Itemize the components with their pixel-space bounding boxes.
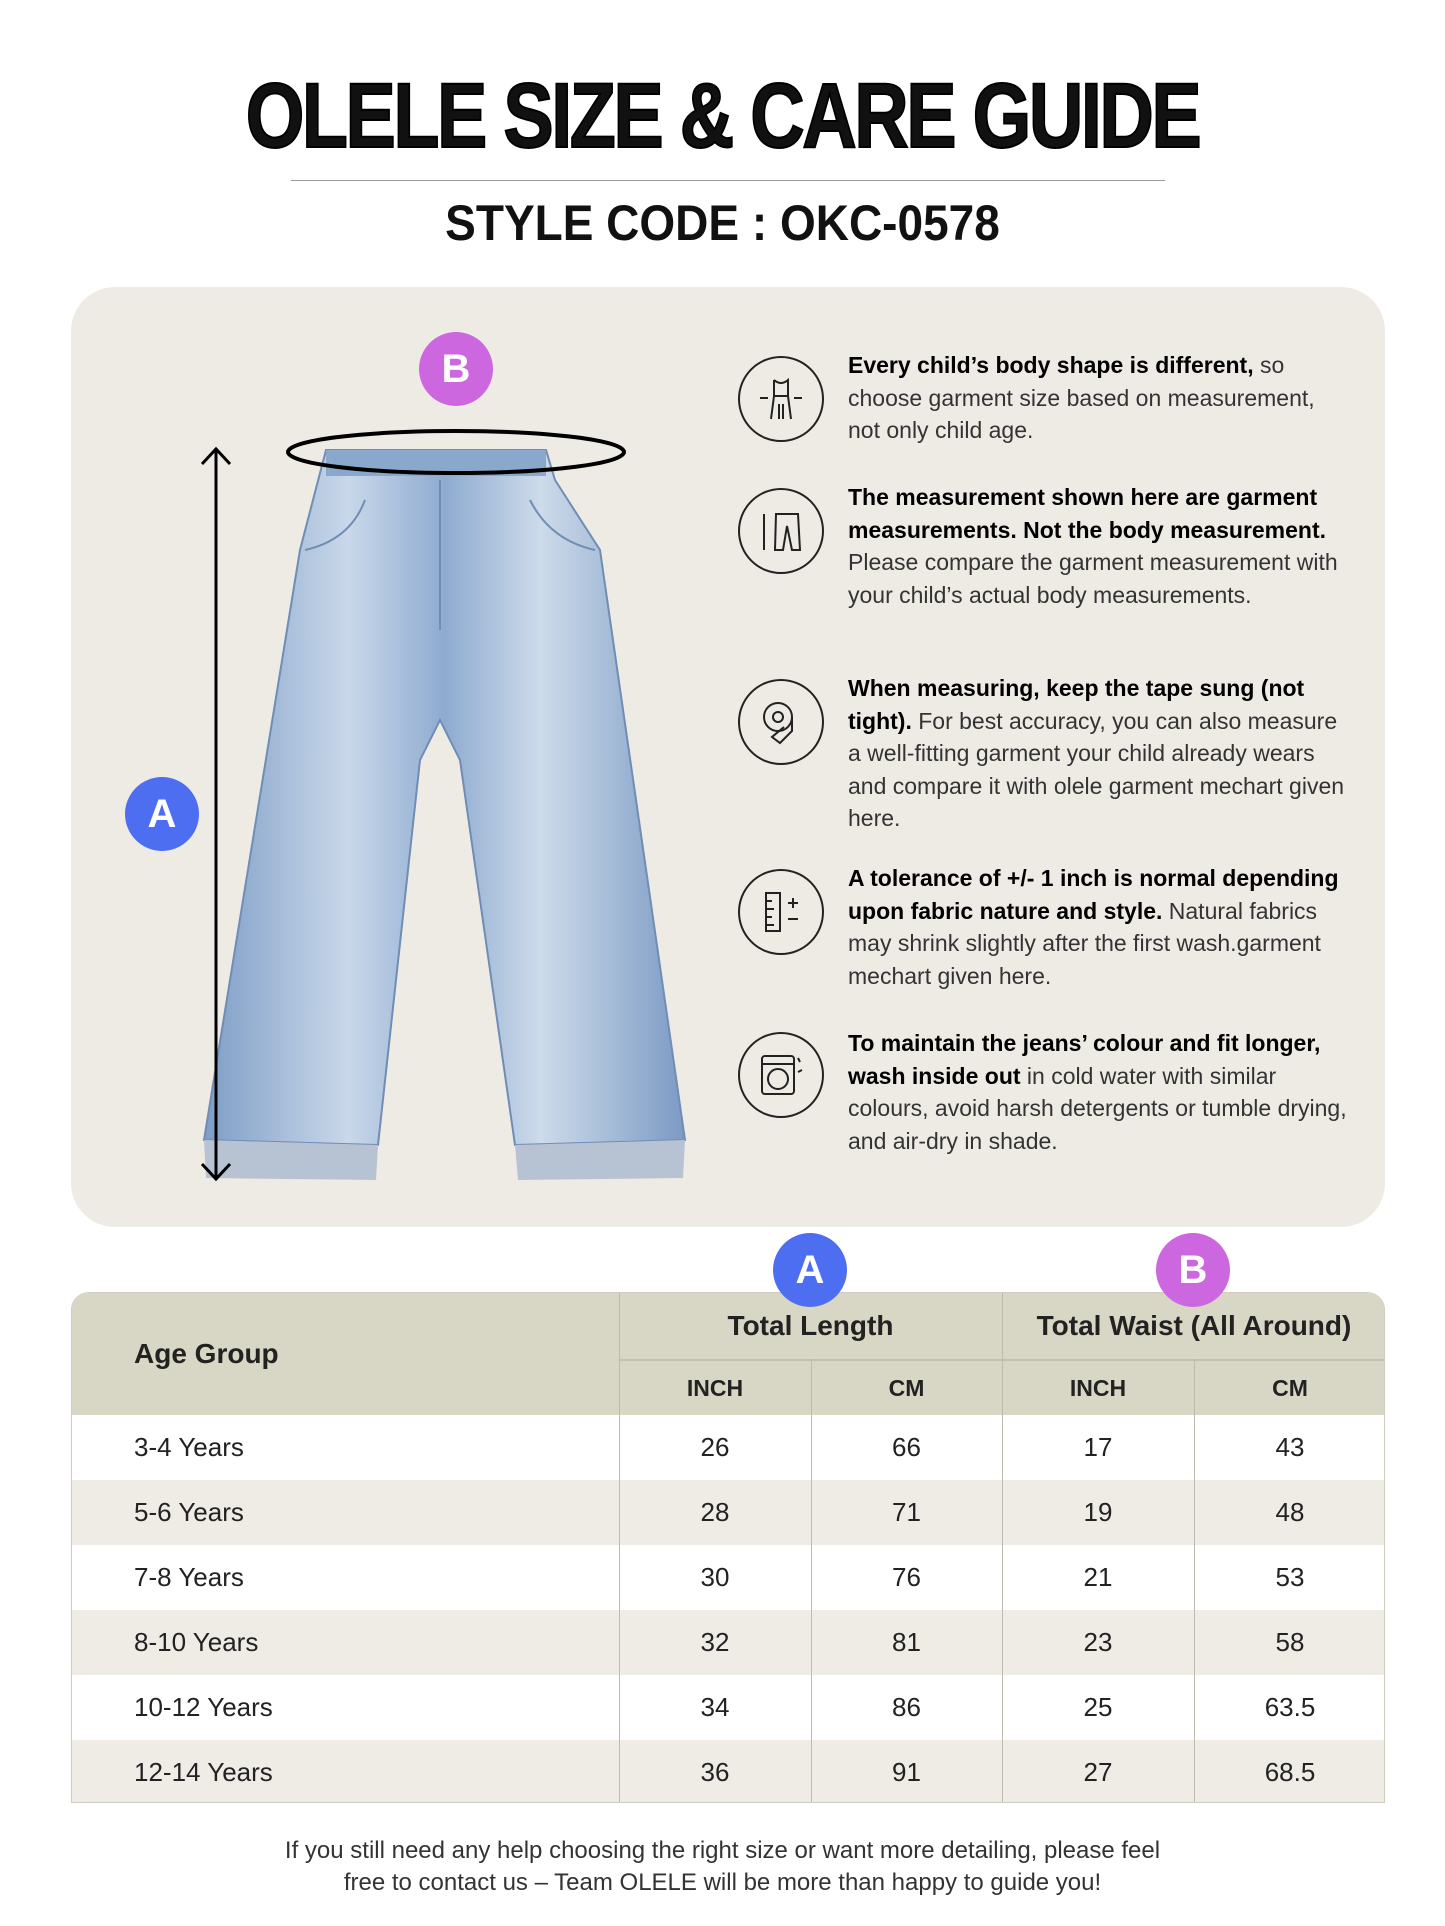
ruler-tolerance-icon: [738, 869, 824, 955]
measurement-cell: 71: [892, 1497, 921, 1527]
measurement-cell: 43: [1275, 1432, 1305, 1462]
footer-line-1: If you still need any help choosing the right size or want more detailing, please feel: [284, 1837, 1161, 1864]
pants-measure-icon: [738, 488, 824, 574]
column-divider: [1194, 1359, 1195, 1803]
table-row: [72, 1675, 1385, 1740]
measurement-cell: 86: [892, 1692, 921, 1722]
column-divider: [619, 1293, 620, 1803]
table-row: [72, 1610, 1385, 1675]
tip-4-text: Natural fabrics may shrink slightly after the first wash.garment mechart given here.: [848, 897, 1321, 989]
measurement-cell: 32: [700, 1627, 730, 1657]
measurement-cell: 58: [1275, 1627, 1305, 1657]
measuring-tape-icon: [738, 679, 824, 765]
tip-3-text: For best accuracy, you can also measure a well-fitting garment your child already wears and compare it with olele garment mechart given here.: [848, 707, 1345, 831]
sub-header-length-cm: CM: [888, 1374, 925, 1401]
washing-machine-icon: [738, 1032, 824, 1118]
tip-5-text: in cold water with similar colours, avoid harsh detergents or tumble drying, and air-dry in shade.: [848, 1062, 1347, 1154]
measurement-cell: 76: [892, 1562, 921, 1592]
tip-1-bold: Every child’s body shape is different,: [848, 352, 1254, 378]
table-row: [72, 1415, 1385, 1480]
table-badge-a: A: [773, 1233, 847, 1307]
badge-a: A: [125, 777, 199, 851]
tip-2-text: Please compare the garment measurement with your child’s actual body measurements.: [848, 549, 1338, 608]
footer-note: [0, 1835, 1445, 1899]
tip-5: [848, 1027, 1348, 1157]
size-table: [71, 1292, 1385, 1803]
jeans-illustration: [150, 420, 710, 1210]
tip-2: [848, 481, 1348, 611]
measurement-cell: 27: [1083, 1757, 1113, 1787]
tip-1-text: so choose garment size based on measurement, not only child age.: [848, 352, 1315, 443]
measurement-cell: 91: [892, 1757, 921, 1787]
measurement-cell: 28: [700, 1497, 730, 1527]
measurement-cell: 21: [1083, 1562, 1113, 1592]
age-group-cell: 3-4 Years: [134, 1432, 244, 1462]
tip-3: [848, 672, 1348, 835]
age-group-cell: 5-6 Years: [134, 1497, 244, 1527]
sub-header-length-inch: INCH: [686, 1374, 744, 1401]
sub-header-waist-inch: INCH: [1069, 1374, 1127, 1401]
measurement-cell: 36: [700, 1757, 730, 1787]
age-group-cell: 10-12 Years: [134, 1692, 273, 1722]
measurement-cell: 26: [700, 1432, 730, 1462]
table-badge-b: B: [1156, 1233, 1230, 1307]
measurement-cell: 17: [1083, 1432, 1113, 1462]
measurement-cell: 66: [892, 1432, 921, 1462]
column-divider: [811, 1359, 812, 1803]
style-code: STYLE CODE : OKC-0578: [445, 195, 1000, 251]
badge-b: B: [419, 332, 493, 406]
body-measure-icon: [738, 356, 824, 442]
measurement-cell: 19: [1083, 1497, 1113, 1527]
age-group-header: Age Group: [134, 1338, 279, 1369]
measurement-cell: 25: [1083, 1692, 1113, 1722]
waist-ellipse: [286, 427, 626, 477]
tip-4: [848, 862, 1348, 992]
measurement-cell: 63.5: [1264, 1692, 1316, 1722]
table-row: [72, 1480, 1385, 1545]
tip-1: [848, 349, 1348, 447]
measurement-cell: 30: [700, 1562, 730, 1592]
measurement-cell: 48: [1275, 1497, 1305, 1527]
total-length-header: Total Length: [727, 1310, 894, 1341]
age-group-cell: 7-8 Years: [134, 1562, 244, 1592]
measurement-cell: 34: [700, 1692, 730, 1722]
tip-2-bold: The measurement shown here are garment measurements. Not the body measurement.: [848, 484, 1327, 543]
age-group-cell: 12-14 Years: [134, 1757, 273, 1787]
length-arrow: [200, 446, 232, 1182]
table-row: [72, 1545, 1385, 1610]
page-title: OLELE SIZE & CARE GUIDE: [245, 65, 1200, 167]
measurement-cell: 23: [1083, 1627, 1113, 1657]
tip-4-bold: A tolerance of +/- 1 inch is normal depending upon fabric nature and style.: [848, 865, 1339, 924]
table-row: [72, 1740, 1385, 1803]
measurement-cell: 53: [1275, 1562, 1305, 1592]
footer-line-2: free to contact us – Team OLELE will be more than happy to guide you!: [343, 1869, 1102, 1896]
tip-5-bold: To maintain the jeans’ colour and fit longer, wash inside out: [848, 1030, 1321, 1089]
column-divider: [1002, 1293, 1003, 1803]
title-divider: [291, 180, 1165, 181]
total-waist-header: Total Waist (All Around): [1036, 1310, 1352, 1341]
age-group-cell: 8-10 Years: [134, 1627, 259, 1657]
measurement-cell: 68.5: [1264, 1757, 1316, 1787]
sub-header-waist-cm: CM: [1272, 1374, 1308, 1401]
tip-3-bold: When measuring, keep the tape sung (not tight).: [848, 675, 1305, 734]
measurement-cell: 81: [892, 1627, 921, 1657]
